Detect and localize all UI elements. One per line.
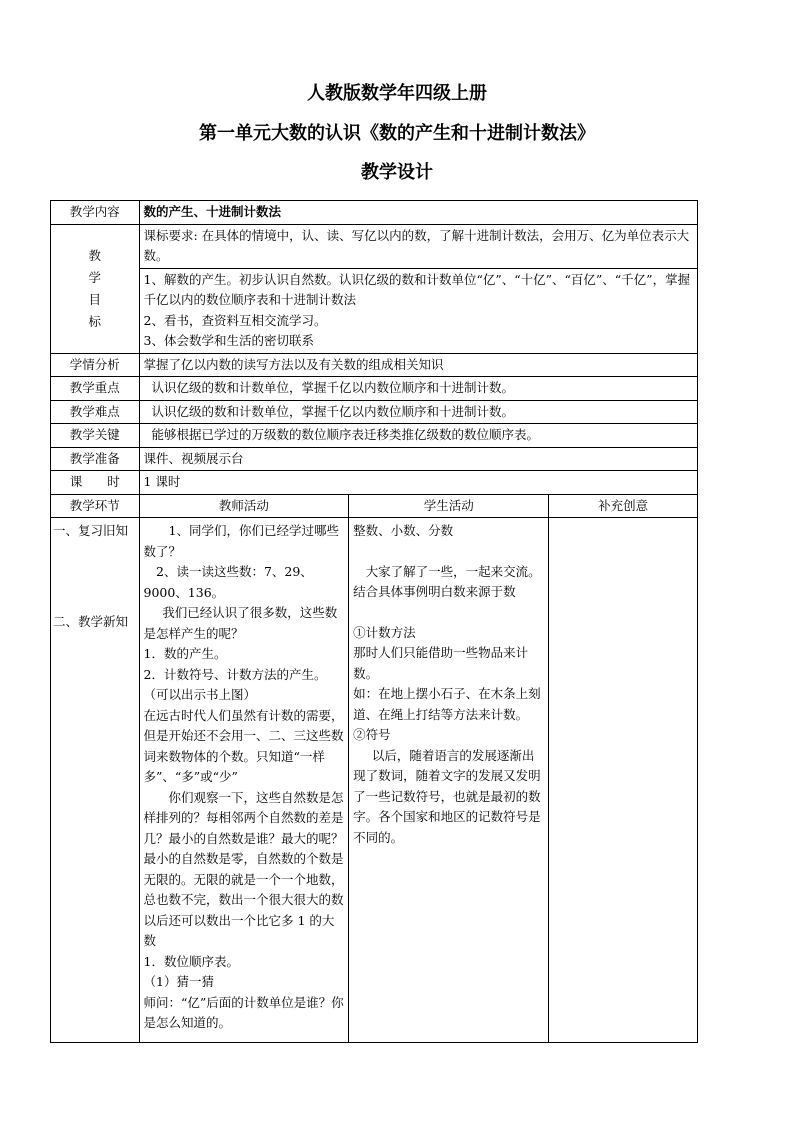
row-crux bbox=[51, 424, 698, 448]
row-content bbox=[51, 201, 698, 225]
student-line: ①计数方法 bbox=[353, 624, 416, 640]
label-content: 教学内容 bbox=[51, 201, 140, 225]
student-line: 整数、小数、分数 bbox=[353, 523, 454, 538]
row-hours bbox=[51, 471, 698, 495]
value-goals-req: 课标要求: 在具体的情境中，认、读、写亿以内的数，了解十进制计数法，会用万、亿为单位表示大数。 bbox=[139, 224, 698, 268]
row-goals-items bbox=[51, 268, 698, 353]
student-line: ②符号 bbox=[353, 727, 391, 742]
label-goals-char: 目 bbox=[88, 291, 101, 307]
teacher-line: 1、同学们，你们已经学过哪些数了？ bbox=[143, 523, 339, 559]
value-hours: 1 课时 bbox=[139, 471, 698, 495]
row-difficult bbox=[51, 400, 698, 424]
value-goals-items bbox=[139, 268, 698, 353]
cell-student bbox=[349, 518, 549, 1043]
row-analysis bbox=[51, 353, 698, 377]
teacher-line: 你们观察一下，这些自然数是怎样排列的？每相邻两个自然数的差是几？最小的自然数是谁？最大的呢？ bbox=[143, 789, 344, 846]
stage-review: 一、复习旧知 bbox=[53, 523, 129, 538]
value-key: 认识亿级的数和计数单位，掌握千亿以内数位顺序和十进制计数。 bbox=[139, 377, 698, 401]
label-goals bbox=[51, 224, 140, 353]
teacher-line: （1）猜一猜 bbox=[143, 974, 214, 989]
student-line: 如：在地上摆小石子、在木条上刻道、在绳上打结等方法来计数。 bbox=[353, 686, 541, 722]
teacher-line: 1．数的产生。 bbox=[143, 646, 227, 661]
goal-item: 1、解数的产生。初步认识自然数。认识亿级的数和计数单位“亿”、“十亿”、“百亿”、“千亿”，掌握千亿以内的数位顺序表和十进制计数法 bbox=[143, 271, 691, 307]
cell-teacher bbox=[139, 518, 349, 1043]
goal-item: 2、看书，查资料互相交流学习。 bbox=[143, 312, 327, 328]
teacher-line: 1．数位顺序表。 bbox=[143, 953, 239, 969]
header-stage: 教学环节 bbox=[51, 494, 140, 518]
cell-stages bbox=[51, 518, 140, 1043]
label-key: 教学重点 bbox=[51, 377, 140, 401]
label-crux: 教学关键 bbox=[51, 424, 140, 448]
row-key bbox=[51, 377, 698, 401]
teacher-line: 我们已经认识了很多数，这些数是怎样产生的呢？ bbox=[143, 605, 338, 641]
label-prep: 教学准备 bbox=[51, 447, 140, 471]
title-grade: 人教版数学年四级上册 bbox=[307, 83, 487, 104]
teacher-line: 师问：“亿”后面的计数单位是谁？你是怎么知道的。 bbox=[143, 994, 344, 1030]
cell-extra bbox=[549, 518, 698, 1043]
value-content: 数的产生、十进制计数法 bbox=[139, 201, 698, 225]
spacer bbox=[353, 542, 544, 562]
student-line: 那时人们只能借助一些物品来计数。 bbox=[353, 645, 529, 681]
student-line: 结合具体事例明白数来源于数 bbox=[353, 584, 516, 599]
teacher-line: 最小的自然数是零，自然数的个数是无限的。无限的就是一个一个地数，总也数不完，数出一个很大很大的数以后还可以数出一个比它多 1 的大数 bbox=[143, 851, 344, 948]
row-prep bbox=[51, 447, 698, 471]
label-goals-char: 学 bbox=[88, 269, 101, 285]
value-prep: 课件、视频展示台 bbox=[139, 447, 698, 471]
lesson-plan-table bbox=[50, 200, 698, 1043]
label-goals-char: 教 bbox=[88, 247, 101, 263]
value-analysis: 掌握了亿以内数的读写方法以及有关数的组成相关知识 bbox=[139, 353, 698, 377]
teacher-line: 2．计数符号、计数方法的产生。（可以出示书上图） bbox=[143, 666, 327, 702]
row-activities bbox=[51, 518, 698, 1043]
header-teacher: 教师活动 bbox=[139, 494, 349, 518]
label-hours: 课 时 bbox=[51, 471, 140, 495]
spacer bbox=[353, 603, 544, 623]
value-crux: 能够根据已学过的万级数的数位顺序表迁移类推亿级数的数位顺序表。 bbox=[139, 424, 698, 448]
header-student: 学生活动 bbox=[349, 494, 549, 518]
title-design: 教学设计 bbox=[361, 162, 433, 183]
label-difficult: 教学难点 bbox=[51, 400, 140, 424]
student-line: 大家了解了一些，一起来交流。 bbox=[365, 563, 541, 579]
student-line: 以后，随着语言的发展逐渐出现了数词，随着文字的发展又发明了一些记数符号，也就是最初的数字。各个国家和地区的记数符号是不同的。 bbox=[353, 747, 541, 845]
document-titles bbox=[0, 84, 794, 183]
title-unit: 第一单元大数的认识《数的产生和十进制计数法》 bbox=[199, 123, 595, 144]
goal-item: 3、体会数学和生活的密切联系 bbox=[143, 333, 314, 348]
stage-new: 二、教学新知 bbox=[53, 613, 129, 629]
row-headers bbox=[51, 494, 698, 518]
teacher-line: 在远古时代人们虽然有计数的需要，但是开始还不会用一、二、三这些数词来数物体的个数。只知道“一样多”、“多”或“少” bbox=[143, 707, 344, 784]
value-difficult: 认识亿级的数和计数单位，掌握千亿以内数位顺序和十进制计数。 bbox=[139, 400, 698, 424]
header-extra: 补充创意 bbox=[549, 494, 698, 518]
row-goals-req bbox=[51, 224, 698, 268]
label-goals-char: 标 bbox=[88, 313, 101, 329]
teacher-line: 2、读一读这些数：7、29、9000、136。 bbox=[143, 564, 313, 600]
label-analysis: 学情分析 bbox=[51, 353, 140, 377]
